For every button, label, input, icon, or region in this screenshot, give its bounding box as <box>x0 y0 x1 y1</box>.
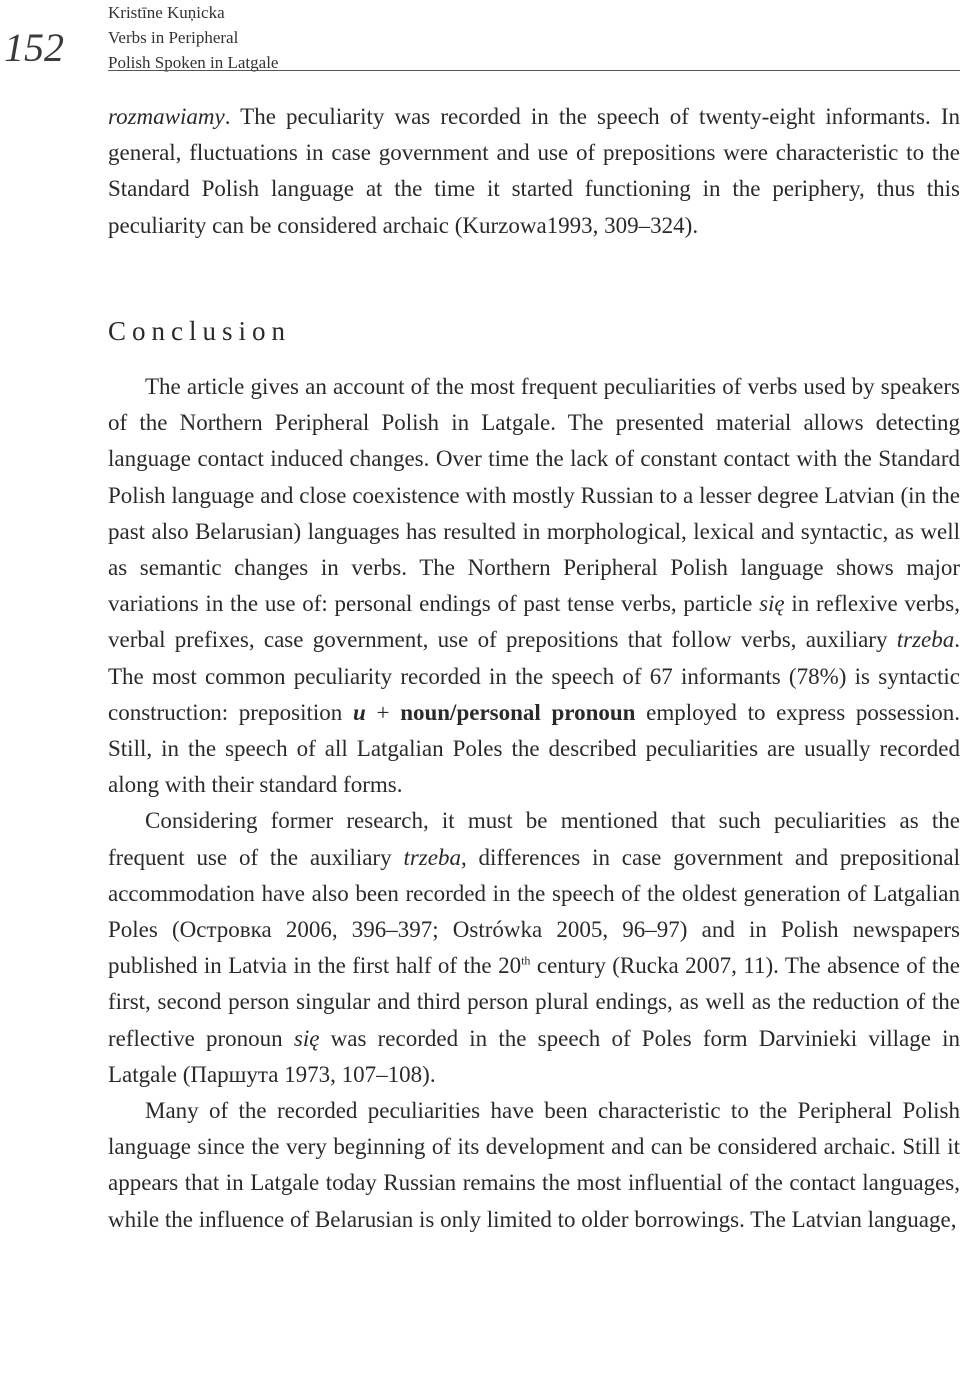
header-rule <box>108 70 960 71</box>
running-head-title-2: Polish Spoken in Latgale <box>108 53 279 72</box>
paragraph-3: Many of the recorded peculiarities have been characteristic to the Peripheral Polish language since the very beginning of its development and can be considered archaic. Still it appears that in Latgale today Russian remains the most influential of the contact languages, while the influence of Belarusian is only limited to older borrowings. The Latvian language, <box>108 1098 960 1232</box>
conclusion-body <box>108 369 960 1238</box>
paragraph-2: Considering former research, it must be mentioned that such peculiarities as the frequent use of the auxiliary trzeba, differences in case government and prepositional accommodation have also been recorded in the speech of the oldest generation of Latgalian Poles (Островка 2006, 396–397; Ostrówka 2005, 96–97) and in Polish newspapers published in Latvia in the first half of the 20th century (Rucka 2007, 11). The absence of the first, second person singular and third person plural endings, as well as the reduction of the reflective pronoun się was recorded in the speech of Poles form Darvinieki village in Latgale (Паршута 1973, 107–108). <box>108 808 960 1087</box>
paragraph-text: . The peculiarity was recorded in the speech of twenty-eight informants. In general, fluctuations in case government and use of prepositions were characteristic to the Standard Polish language at the time it started functioning in the periphery, thus this peculiarity can be considered archaic (Kurzowa1993, 309–324). <box>108 104 960 238</box>
italic-bold-term: u <box>353 699 366 725</box>
running-head-author: Kristīne Kuņicka <box>108 3 225 22</box>
running-head-title-1: Verbs in Peripheral <box>108 28 239 47</box>
intro-paragraph <box>108 99 960 244</box>
italic-term: się <box>293 1025 320 1051</box>
italic-term: trzeba <box>896 627 955 653</box>
section-heading: Conclusion <box>108 316 292 346</box>
superscript: th <box>521 953 531 968</box>
bold-term: noun/personal pronoun <box>400 699 636 725</box>
italic-term: rozmawiamy <box>108 104 225 129</box>
running-head <box>108 0 278 75</box>
paragraph-1: The article gives an account of the most frequent peculiarities of verbs used by speakers of the Northern Peripheral Polish in Latgale. The presented material allows detecting language contact induced changes. Over time the lack of constant contact with the Standard Polish language and close coexistence with mostly Russian to a lesser degree Latvian (in the past also Belarusian) languages has resulted in morphological, lexical and syntactic, as well as semantic changes in verbs. The Northern Peripheral Polish language shows major variations in the use of: personal endings of past tense verbs, particle się in reflexive verbs, verbal prefixes, case government, use of prepositions that follow verbs, auxiliary trzeba. The most common peculiarity recorded in the speech of 67 informants (78%) is syntactic construction: preposition u + noun/personal pronoun employed to express possession. Still, in the speech of all Latgalian Poles the described peculiarities are usually recorded along with their standard forms. <box>108 374 960 798</box>
italic-term: się <box>759 591 785 617</box>
italic-term: trzeba <box>403 844 461 870</box>
page-number: 152 <box>4 25 64 70</box>
